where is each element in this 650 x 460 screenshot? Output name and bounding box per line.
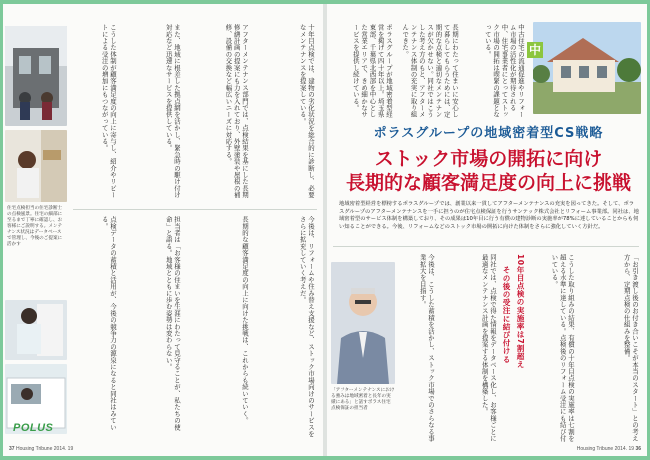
right-page-number: 36 [635, 446, 641, 452]
dropcap-badge: 中 [528, 43, 541, 57]
left-col-6: 長期的な顧客満足度の向上に向けた挑戦は、これからも続いていく。 [241, 216, 249, 424]
photo-inspection-kitchen [5, 130, 67, 202]
right-column-divider [333, 246, 639, 247]
left-col-4: こうした体制が顧客満足度の向上に寄与し、紹介やリピートによる受注の増加にもつながっている。 [100, 24, 117, 199]
caption-right: 「アフターメンテナンスにおける強みは地域密着と長年の実績にある」と話すポラス住宅点検保証の担当者 [331, 388, 395, 411]
article-lead: 地域密着型経営を標榜するポラスグループでは、創業以来一貫してアフターメンテナンスの充実を図ってきた。そして、ポラスグループのアフターメンテナンスを一手に担うのが住宅点検保証を行うサンテック株式会社とリフォーム事業部。同社は、地域密着型のサービス体制を構築しており、その成果は10年目に行う有償の建物診断の実施率が78%に達していることからも伺い知ることができる。今後、リフォームなどのストック市場の開拓に向けた体制をさらに強化していく方針だ。 [339, 201, 639, 230]
left-column-divider [73, 209, 317, 210]
left-col-3: また、地域に根差した拠点網を活かし、緊急時の駆け付け対応など迅速なサービスを提供している。 [164, 24, 181, 199]
right-col-4: 「お引き渡し後のお付き合いこそが本当のスタート」との考え方から、定期点検の仕組みを整備。 [622, 254, 639, 442]
right-col-1: 中古住宅の流通促進やリフォーム市場の活性化が期待される中、住宅事業者にとってストック市場の開拓は喫緊の課題となっている。 [483, 24, 525, 118]
photo-inspection-door [5, 300, 67, 360]
right-col-2: 長期にわたって住まいに安心して暮らしてもらうためには、定期的な点検と適切なメンテナンスが欠かせない。同社ではこうした考え方のもと、アフターメンテナンス体制の充実に取り組んできた。 [401, 24, 459, 118]
polus-logo: POLUS [13, 422, 54, 434]
right-col-6: 同社では、点検で得た情報をデータベース化し、お客様ごとに最適なメンテナンス計画を提案する体制を構築した。 [480, 254, 497, 442]
article-title-line1: ストック市場の開拓に向け [374, 148, 603, 170]
left-magazine-date: 2014. 19 [53, 446, 74, 452]
right-magazine-name: Housing Tribune [576, 446, 614, 452]
right-magazine-date: 2014. 19 [614, 446, 635, 452]
left-page [3, 4, 323, 456]
right-col-3: ポラスグループが地域密着型経営を掲げて四十年以上。埼玉県東部、千葉県北西部を中心とした営業エリアで、きめ細かなサービスを提供し続けている。 [351, 24, 393, 118]
right-col-7: 今後は、こうした蓄積を活かし、ストック市場でのさらなる事業拡大を目指す。 [418, 254, 435, 442]
right-page [327, 4, 647, 456]
right-folio [577, 446, 641, 452]
caption-left: 住宅点検担当の住宅診断士の点検風景。住宅の細部に至るまで丁寧に確認し、お客様にご説明する。メンテナンス状況はデータベースで管理し、今後のご提案に活かす [7, 206, 63, 247]
headline-block [337, 122, 640, 195]
left-col-8: 点検データの蓄積と活用が、今後の競争力の源泉になると同社はみている。 [100, 216, 117, 431]
photo-house-exterior [5, 26, 67, 126]
left-col-2: アフターメンテナンス部門では、点検結果を基にした長期修繕計画の提案にも力を入れており、外壁塗装や屋根の補修、設備の交換など幅広いニーズに対応する。 [224, 24, 249, 199]
left-folio [9, 446, 73, 452]
left-col-7: 担当者は「お客様の住まいを生涯にわたって見守ることが、私たちの使命」と語る。地域とともに歩む姿勢は変わらない。 [164, 216, 181, 431]
article-title-line2: 長期的な顧客満足度の向上に挑戦 [345, 172, 631, 194]
photo-portrait [331, 262, 395, 384]
right-col-5: こうした取り組みの結果、有償の十年目点検の実施率は七割を超える水準に達している。点検後のリフォーム受注にも結び付いている。 [550, 254, 575, 442]
left-magazine-name: Housing Tribune [15, 446, 53, 452]
photo-house-hero [533, 22, 641, 114]
left-col-5: 今後は、リフォームや住み替え支援など、ストック市場向けのサービスをさらに拡充していく考えだ。 [298, 216, 315, 438]
article-kicker: ポラスグループの地域密着型CS戦略 [373, 126, 604, 141]
left-col-1: 十年目点検では、建物の劣化状況を総合的に診断し、必要なメンテナンスを提案している。 [298, 24, 315, 199]
left-page-number: 37 [9, 446, 15, 452]
pull-quote-1: 10年目点検の実施率は7割超え [516, 254, 525, 369]
pull-quote-2: その後の受注に結び付ける [502, 266, 511, 364]
